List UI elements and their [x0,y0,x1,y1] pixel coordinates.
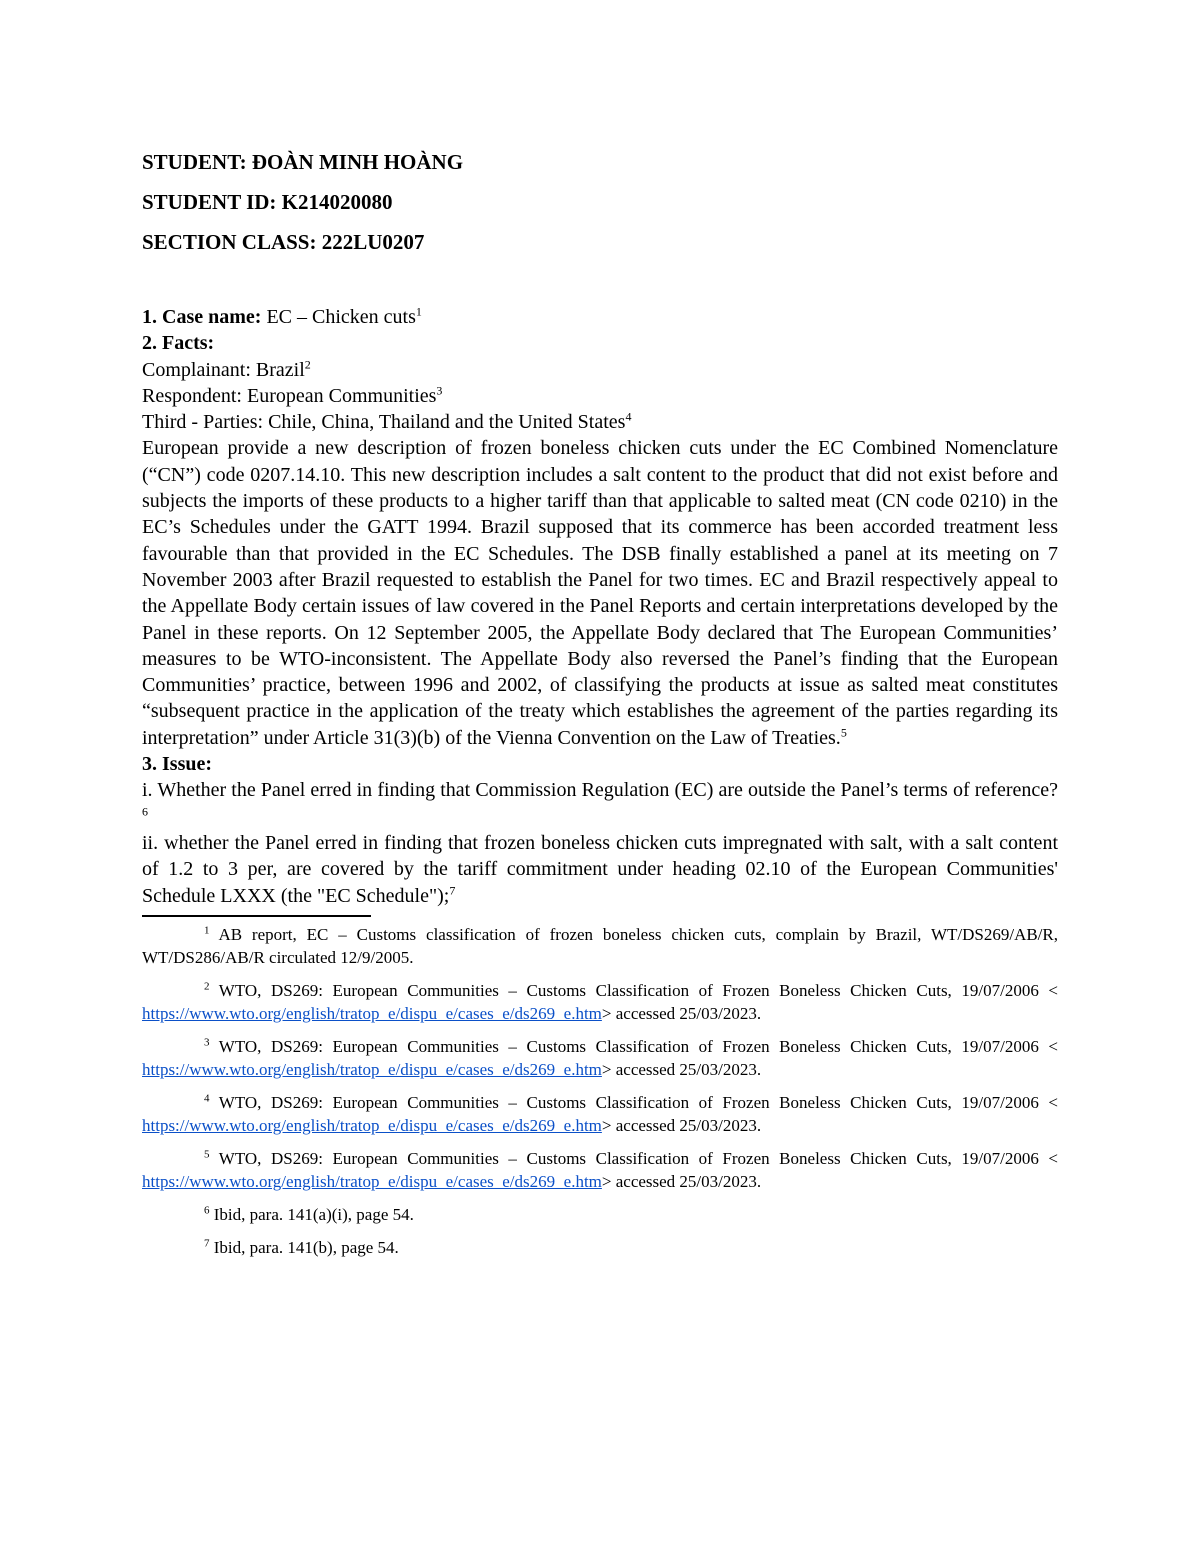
case-name-value: EC – Chicken cuts [261,306,416,328]
facts-paragraph [142,435,1058,751]
footnote-number: 5 [204,1148,210,1161]
student-id: STUDENT ID: K214020080 [142,190,393,214]
footnote-ref-4[interactable]: 4 [625,409,632,424]
footnote-number: 6 [204,1204,210,1217]
facts-heading: 2. Facts: [142,332,215,355]
footnote-link[interactable]: https://www.wto.org/english/tratop_e/dispu_e/cases_e/ds269_e.htm [142,1115,602,1135]
footnote-ref-3[interactable]: 3 [436,383,443,398]
case-name-heading: 1. Case name: [142,306,262,328]
footnote-number: 4 [204,1092,210,1105]
footnote-ref-1[interactable]: 1 [415,304,422,319]
footnote-text: WTO, DS269: European Communities – Customs Classification of Frozen Boneless Chicken Cuts, 19/07/2006 < [209,1148,1058,1168]
footnote-text: WTO, DS269: European Communities – Customs Classification of Frozen Boneless Chicken Cuts, 19/07/2006 < [209,1092,1058,1112]
section-class: SECTION CLASS: 222LU0207 [142,230,425,254]
footnote-ref-7[interactable]: 7 [449,882,456,897]
footnote-text: > accessed 25/03/2023. [601,1171,762,1191]
footnote-text: > accessed 25/03/2023. [601,1003,762,1023]
footnote-1 [142,923,1058,969]
footnote-link[interactable]: https://www.wto.org/english/tratop_e/dispu_e/cases_e/ds269_e.htm [142,1171,602,1191]
footnote-6 [142,1203,1058,1226]
footnote-3 [142,1035,1058,1081]
facts-paragraph-text: European provide a new description of frozen boneless chicken cuts under the EC Combined Nomenclature (“CN”) code 0207.14.10. This new description includes a salt content to the product that did not exist before and subjects the imports of these products to a higher tariff than that applicable to salted meat (CN code 0210) in the EC’s Schedules under the GATT 1994. Brazil supposed that its commerce has been accorded treatment less favourable than that provided in the EC Schedules. The DSB finally established a panel at its meeting on 7 November 2003 after Brazil requested to establish the Panel for two times. EC and Brazil respectively appeal to the Appellate Body certain issues of law covered in the Panel Reports and certain interpretations developed by the Panel in these reports. On 12 September 2005, the Appellate Body declared that The European Communities’ measures to be WTO-inconsistent. The Appellate Body also reversed the Panel’s finding that the European Communities’ practice, between 1996 and 2002, of classifying the products at issue as salted meat constitutes “subsequent practice in the application of the treaty which establishes the agreement of the parties regarding its interpretation” under Article 31(3)(b) of the Vienna Convention on the Law of Treaties. [142,437,1058,749]
footnote-text: > accessed 25/03/2023. [601,1059,762,1079]
footnote-4 [142,1091,1058,1137]
footnote-link[interactable]: https://www.wto.org/english/tratop_e/dispu_e/cases_e/ds269_e.htm [142,1059,602,1079]
footnotes [142,923,1058,1259]
respondent-line [142,383,1058,409]
case-name-line [142,304,1058,330]
third-parties-line [142,409,1058,435]
spacer [142,270,1058,304]
footnote-number: 3 [204,1036,210,1049]
issue-item-2-text: ii. whether the Panel erred in finding that frozen boneless chicken cuts impregnated with salt, with a salt content of 1.2 to 3 per, are covered by the tariff commitment under heading 02.10 of the European Communities' Schedule LXXX (the "EC Schedule"); [142,831,1058,907]
issue-heading: 3. Issue: [142,753,213,776]
footnote-ref-2[interactable]: 2 [304,356,311,371]
footnote-number: 7 [204,1237,210,1250]
footnote-number: 1 [204,924,210,937]
footnote-text: Ibid, para. 141(a)(i), page 54. [209,1204,414,1224]
footnote-text: > accessed 25/03/2023. [601,1115,762,1135]
complainant-text: Complainant: Brazil [142,358,305,381]
footnote-2 [142,979,1058,1025]
footnote-7 [142,1236,1058,1259]
footnote-text: WTO, DS269: European Communities – Customs Classification of Frozen Boneless Chicken Cuts, 19/07/2006 < [209,980,1058,1000]
footnote-ref-6[interactable]: 6 [142,803,148,818]
issue-item-2 [142,830,1058,909]
footnote-link[interactable]: https://www.wto.org/english/tratop_e/dispu_e/cases_e/ds269_e.htm [142,1003,602,1023]
footnote-separator [142,915,371,917]
issue-item-1 [142,777,1058,830]
complainant-line [142,357,1058,383]
issue-item-1-text: i. Whether the Panel erred in finding that Commission Regulation (EC) are outside the Panel’s terms of reference? [142,779,1058,802]
footnote-text: Ibid, para. 141(b), page 54. [209,1237,399,1257]
footnote-number: 2 [204,980,210,993]
document-page [142,150,1058,1269]
footnote-ref-5[interactable]: 5 [840,725,847,740]
student-name: STUDENT: ĐOÀN MINH HOÀNG [142,150,464,174]
third-parties-text: Third - Parties: Chile, China, Thailand and the United States [142,411,626,434]
footnote-text: AB report, EC – Customs classification of frozen boneless chicken cuts, complain by Brazil, WT/DS269/AB/R, WT/DS286/AB/R circulated 12/9/2005. [142,924,1058,967]
respondent-text: Respondent: European Communities [142,384,437,407]
document-body [142,304,1058,909]
footnote-5 [142,1147,1058,1193]
footnote-text: WTO, DS269: European Communities – Customs Classification of Frozen Boneless Chicken Cuts, 19/07/2006 < [209,1036,1058,1056]
